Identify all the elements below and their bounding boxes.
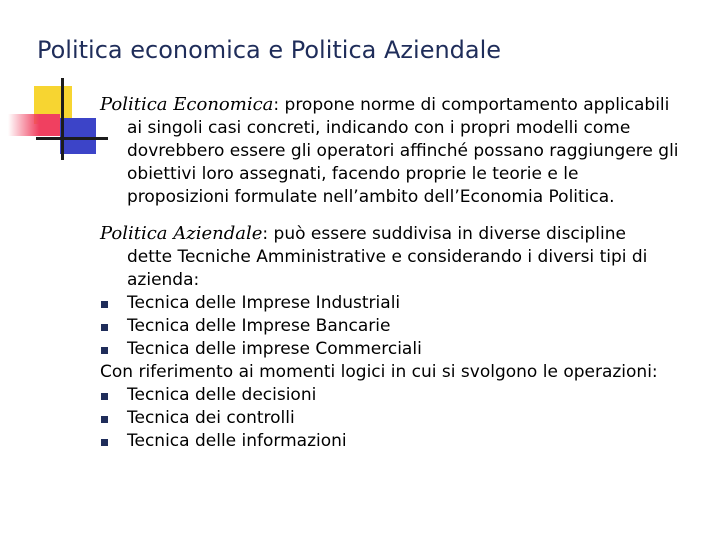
list-item-text: Tecnica delle decisioni	[127, 385, 317, 405]
logo-vertical-line	[61, 78, 64, 160]
list-item-text: Tecnica dei controlli	[127, 408, 295, 428]
paragraph-line: : può essere suddivisa in diverse discipline	[262, 224, 626, 244]
square-bullet-icon	[101, 416, 108, 423]
logo-red-bar	[8, 114, 60, 136]
list-item	[100, 430, 705, 453]
list-item	[100, 407, 705, 430]
paragraph-line: ai singoli casi concreti, indicando con i propri modelli come	[127, 118, 631, 138]
paragraph-line: Con riferimento ai momenti logici in cui si svolgono le operazioni:	[100, 362, 658, 382]
paragraph-line: dovrebbero essere gli operatori affinché possano raggiungere gli	[127, 141, 679, 161]
slide-title: Politica economica e Politica Aziendale	[37, 36, 502, 64]
paragraph-line: obiettivi loro assegnati, facendo proprie le teorie e le	[127, 164, 579, 184]
square-bullet-icon	[101, 324, 108, 331]
slide-content	[100, 93, 705, 453]
square-bullet-icon	[101, 301, 108, 308]
paragraph-first-line	[100, 93, 705, 117]
decorative-logo	[8, 78, 108, 162]
list-item	[100, 384, 705, 407]
paragraph-politica-aziendale	[100, 222, 705, 453]
term-politica-economica: Politica Economica	[100, 94, 274, 115]
square-bullet-icon	[101, 439, 108, 446]
logo-blue-square	[60, 118, 96, 154]
list-item	[100, 338, 705, 361]
logo-horizontal-line	[36, 137, 108, 140]
paragraph-politica-economica	[100, 93, 705, 209]
list-item-text: Tecnica delle Imprese Bancarie	[127, 316, 391, 336]
square-bullet-icon	[101, 393, 108, 400]
paragraph-line: azienda:	[127, 270, 200, 290]
paragraph-first-line	[100, 222, 705, 246]
paragraph-line: dette Tecniche Amministrative e considerando i diversi tipi di	[127, 247, 648, 267]
list-item	[100, 292, 705, 315]
list-item-text: Tecnica delle informazioni	[127, 431, 347, 451]
list-item	[100, 315, 705, 338]
term-politica-aziendale: Politica Aziendale	[100, 223, 263, 244]
paragraph-line: proposizioni formulate nell’ambito dell’Economia Politica.	[127, 187, 615, 207]
list-item-text: Tecnica delle imprese Commerciali	[127, 339, 422, 359]
list-item-text: Tecnica delle Imprese Industriali	[127, 293, 401, 313]
square-bullet-icon	[101, 347, 108, 354]
paragraph-line: : propone norme di comportamento applicabili	[273, 95, 670, 115]
